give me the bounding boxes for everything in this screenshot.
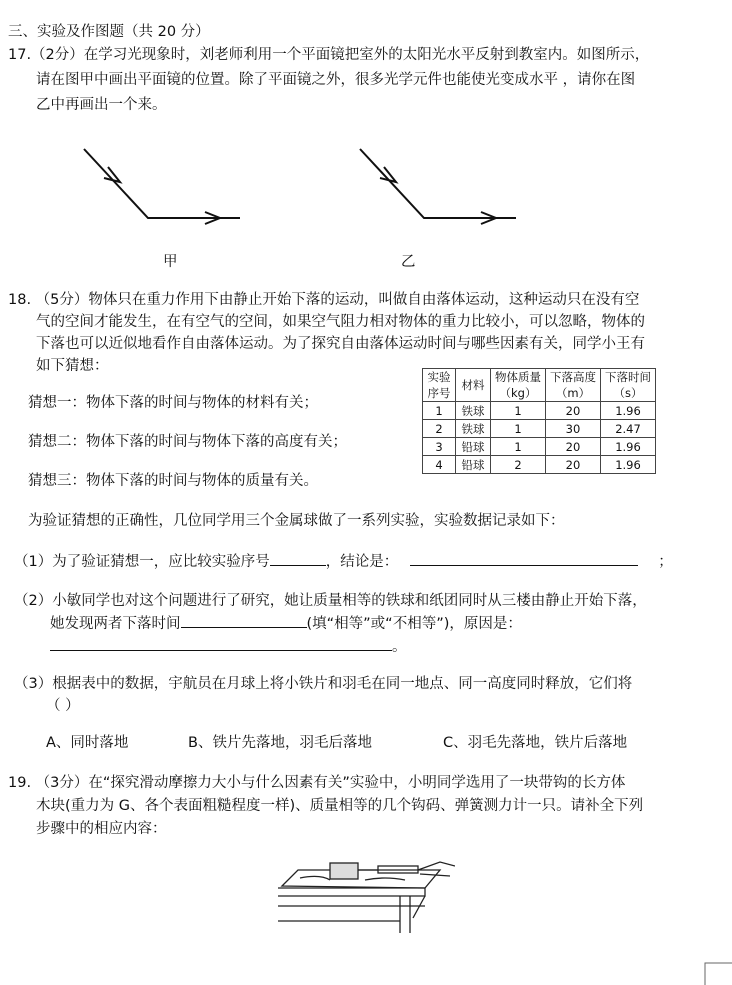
q17-line: 17.（2分）在学习光现象时，刘老师利用一个平面镜把室外的太阳光水平反射到教室内。如图所示，	[8, 47, 650, 63]
guess-1: 猜想一：物体下落的时间与物体的材料有关；	[28, 395, 318, 411]
q19-line: 步骤中的相应内容：	[36, 821, 167, 837]
table-row	[423, 438, 656, 456]
part-3-line: （3）根据表中的数据，宇航员在月球上将小铁片和羽毛在同一地点、同一高度同时释放，它们将	[14, 676, 633, 692]
table-row	[423, 420, 656, 438]
cell: 20	[546, 438, 601, 456]
table-row	[423, 402, 656, 420]
light-ray-diagram-b	[356, 145, 526, 225]
cell: 1	[491, 420, 546, 438]
cell: 30	[546, 420, 601, 438]
q18-line: 下落也可以近似地看作自由落体运动。为了探究自由落体运动时间与哪些因素有关，同学小王有	[36, 336, 645, 352]
cell: 20	[546, 456, 601, 474]
part-2-line: （2）小敏同学也对这个问题进行了研究，她让质量相等的铁球和纸团同时从三楼由静止开始下落，	[14, 593, 647, 609]
cell: 铁球	[456, 402, 491, 420]
experiment-table	[422, 368, 656, 474]
col-header: 物体质量 （kg）	[491, 369, 546, 402]
part-2-line: 她发现两者下落时间 (填“相等”或“不相等”)，原因是：	[50, 613, 522, 634]
cell: 2.47	[601, 420, 656, 438]
cell: 1	[491, 438, 546, 456]
answer-blank[interactable]	[410, 551, 638, 566]
guess-2: 猜想二：物体下落的时间与物体下落的高度有关；	[28, 434, 347, 450]
cell: 3	[423, 438, 456, 456]
section-title: 三、实验及作图题（共 20 分）	[8, 24, 210, 40]
figure-label-a: 甲	[163, 254, 178, 270]
option-c: C、羽毛先落地，铁片后落地	[443, 735, 628, 751]
friction-experiment-illustration	[270, 858, 455, 933]
page-corner-mark	[704, 962, 732, 985]
answer-blank[interactable]	[181, 613, 307, 628]
col-header: 下落时间 （s）	[601, 369, 656, 402]
intro-text: 为验证猜想的正确性，几位同学用三个金属球做了一系列实验，实验数据记录如下：	[28, 513, 565, 529]
figure-label-b: 乙	[401, 254, 416, 270]
q18-line: 如下猜想：	[36, 358, 109, 374]
q19-line: 木块(重力为 G、各个表面粗糙程度一样)、质量相等的几个钩码、弹簧测力计一只。请补全下列	[36, 798, 644, 814]
part-3-answer: （ ）	[46, 698, 80, 714]
answer-blank[interactable]	[270, 551, 326, 566]
light-ray-diagram-a	[80, 145, 250, 225]
col-header: 实验 序号	[423, 369, 456, 402]
cell: 铅球	[456, 438, 491, 456]
option-a: A、同时落地	[46, 735, 129, 751]
col-header: 下落高度 （m）	[546, 369, 601, 402]
cell: 铁球	[456, 420, 491, 438]
q18-line: 18. （5分）物体只在重力作用下由静止开始下落的运动，叫做自由落体运动，这种运动只在没有空	[8, 292, 640, 308]
cell: 铅球	[456, 456, 491, 474]
col-header: 材料	[456, 369, 491, 402]
answer-blank[interactable]	[50, 636, 392, 651]
part-2-line: 。	[50, 636, 407, 657]
cell: 1	[491, 402, 546, 420]
cell: 2	[423, 420, 456, 438]
part-1: （1）为了验证猜想一，应比较实验序号 ，结论是： ；	[14, 551, 673, 572]
cell: 1.96	[601, 438, 656, 456]
cell: 4	[423, 456, 456, 474]
q17-line: 乙中再画出一个来。	[36, 97, 167, 113]
cell: 1.96	[601, 456, 656, 474]
cell: 20	[546, 402, 601, 420]
q19-line: 19. （3分）在“探究滑动摩擦力大小与什么因素有关”实验中，小明同学选用了一块带钩的长方体	[8, 775, 626, 791]
cell: 2	[491, 456, 546, 474]
cell: 1	[423, 402, 456, 420]
q18-line: 气的空间才能发生，在有空气的空间，如果空气阻力相对物体的重力比较小，可以忽略，物体的	[36, 314, 645, 330]
cell: 1.96	[601, 402, 656, 420]
guess-3: 猜想三：物体下落的时间与物体的质量有关。	[28, 473, 318, 489]
table-header-row	[423, 369, 656, 402]
q17-line: 请在图甲中画出平面镜的位置。除了平面镜之外，很多光学元件也能使光变成水平 ，请你在图	[36, 72, 636, 88]
table-row	[423, 456, 656, 474]
option-b: B、铁片先落地，羽毛后落地	[188, 735, 372, 751]
